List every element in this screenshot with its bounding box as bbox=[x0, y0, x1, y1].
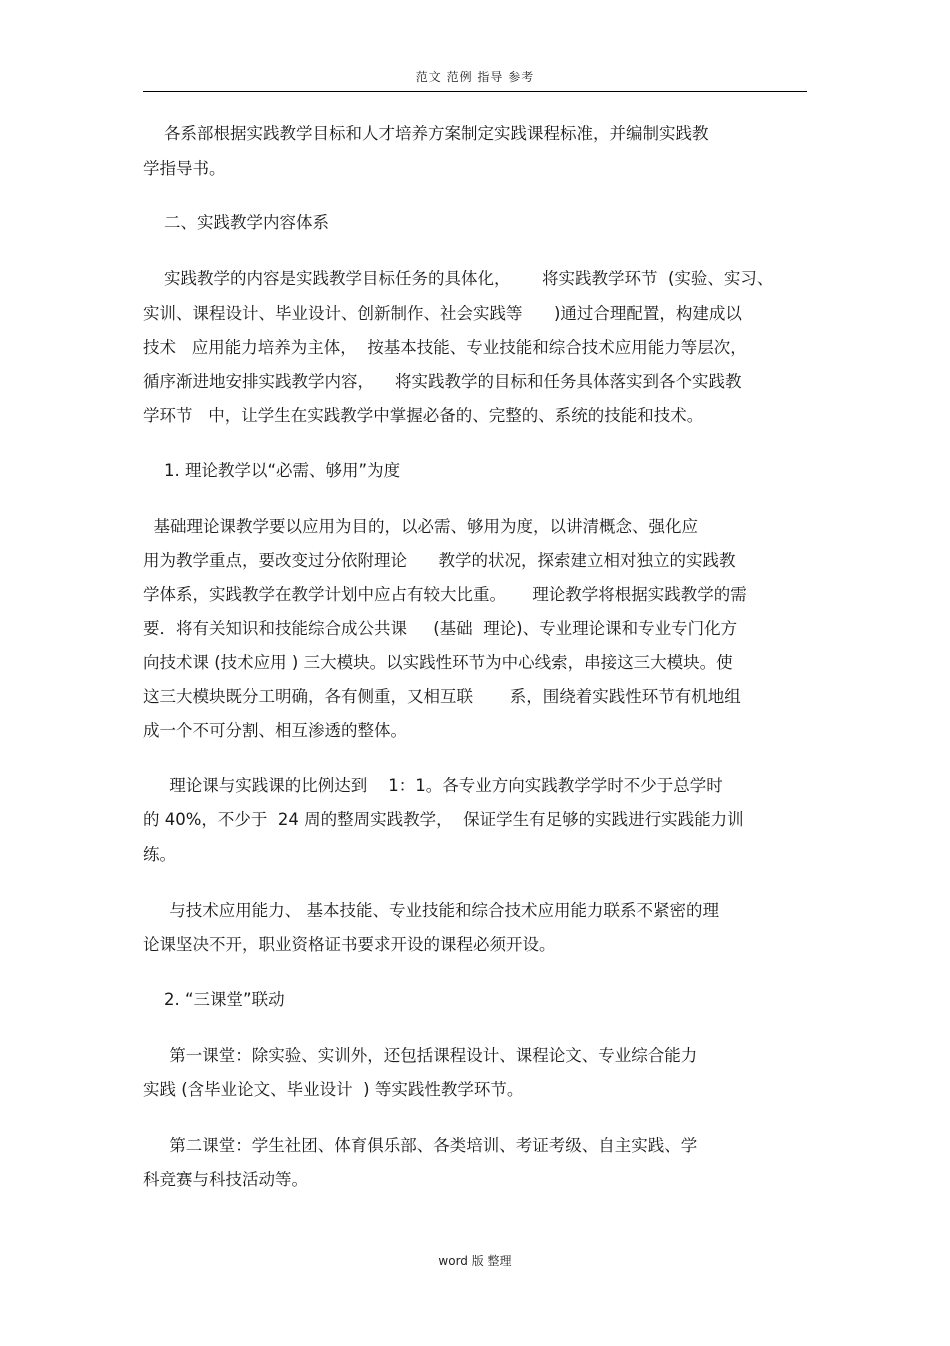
section-heading: 二、实践教学内容体系 bbox=[143, 213, 329, 232]
paragraph-line: 理论课与实践课的比例达到 1：1。各专业方向实践教学学时不少于总学时 bbox=[143, 776, 723, 795]
paragraph-line: 成一个不可分割、相互渗透的整体。 bbox=[143, 721, 407, 740]
paragraph-line: 学环节 中，让学生在实践教学中掌握必备的、完整的、系统的技能和技术。 bbox=[143, 406, 704, 425]
paragraph-line: 第二课堂：学生社团、体育俱乐部、各类培训、考证考级、自主实践、学 bbox=[143, 1136, 698, 1155]
paragraph-line: 与技术应用能力、 基本技能、专业技能和综合技术应用能力联系不紧密的理 bbox=[143, 901, 719, 920]
subsection-heading: 2. “三课堂”联动 bbox=[143, 990, 285, 1009]
paragraph-line: 练。 bbox=[143, 845, 176, 864]
paragraph-line: 要．将有关知识和技能综合成公共课 (基础 理论)、专业理论课和专业专门化方 bbox=[143, 619, 738, 638]
paragraph-line: 第一课堂：除实验、实训外，还包括课程设计、课程论文、专业综合能力 bbox=[143, 1046, 698, 1065]
paragraph-line: 科竞赛与科技活动等。 bbox=[143, 1170, 308, 1189]
paragraph-line: 实训、课程设计、毕业设计、创新制作、社会实践等 )通过合理配置，构建成以 bbox=[143, 304, 742, 323]
paragraph-line: 循序渐进地安排实践教学内容， 将实践教学的目标和任务具体落实到各个实践教 bbox=[143, 372, 742, 391]
paragraph-line: 实践教学的内容是实践教学目标任务的具体化， 将实践教学环节 (实验、实习、 bbox=[143, 269, 774, 288]
paragraph-line: 学指导书。 bbox=[143, 159, 226, 178]
paragraph-line: 向技术课 (技术应用 ) 三大模块。以实践性环节为中心线索，串接这三大模块。使 bbox=[143, 653, 733, 672]
page-footer: word 版 整理 bbox=[438, 1254, 512, 1268]
paragraph-line: 用为教学重点，要改变过分依附理论 教学的状况，探索建立相对独立的实践教 bbox=[143, 551, 736, 570]
paragraph-line: 实践 (含毕业论文、毕业设计 ) 等实践性教学环节。 bbox=[143, 1080, 524, 1099]
paragraph-line: 这三大模块既分工明确，各有侧重，又相互联 系，围绕着实践性环节有机地组 bbox=[143, 687, 741, 706]
page-header: 范文 范例 指导 参考 bbox=[415, 70, 535, 84]
header-rule bbox=[143, 91, 807, 92]
paragraph-line: 基础理论课教学要以应用为目的，以必需、够用为度，以讲清概念、强化应 bbox=[143, 517, 698, 536]
paragraph-line: 的 40%，不少于 24 周的整周实践教学， 保证学生有足够的实践进行实践能力训 bbox=[143, 810, 744, 829]
paragraph-line: 论课坚决不开，职业资格证书要求开设的课程必须开设。 bbox=[143, 935, 556, 954]
subsection-heading: 1. 理论教学以“必需、够用”为度 bbox=[143, 461, 401, 480]
paragraph-line: 各系部根据实践教学目标和人才培养方案制定实践课程标准，并编制实践教 bbox=[143, 124, 709, 143]
paragraph-line: 学体系，实践教学在教学计划中应占有较大比重。 理论教学将根据实践教学的需 bbox=[143, 585, 747, 604]
paragraph-line: 技术 应用能力培养为主体， 按基本技能、专业技能和综合技术应用能力等层次， bbox=[143, 338, 747, 357]
